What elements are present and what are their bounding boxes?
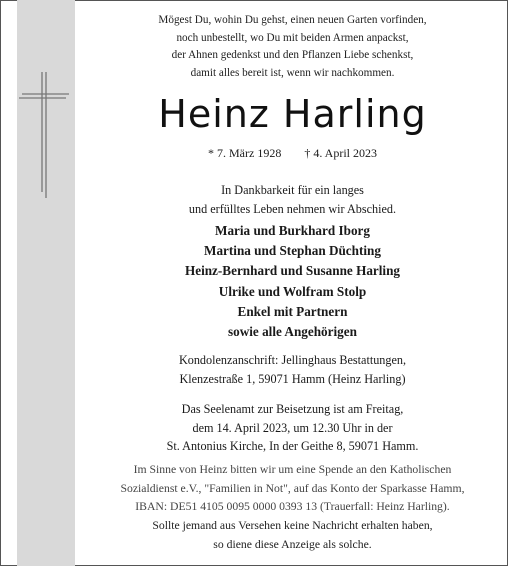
birth-date: * 7. März 1928 <box>208 146 282 160</box>
poem-line: damit alles bereit ist, wenn wir nachkommen. <box>190 66 395 79</box>
thanks-text <box>80 181 505 218</box>
cross-icon <box>19 72 69 198</box>
deceased-name: Heinz Harling <box>158 92 427 136</box>
donation-request <box>80 461 505 517</box>
closing-line: Sollte jemand aus Versehen keine Nachricht erhalten haben, <box>152 519 433 532</box>
donation-line: Im Sinne von Heinz bitten wir um eine Spende an den Katholischen <box>133 463 452 476</box>
poem-line: noch unbestellt, wo Du mit beiden Armen anpackst, <box>176 31 409 44</box>
poem <box>80 12 505 82</box>
family-member: Maria und Burkhard Iborg <box>215 223 370 238</box>
mass-line: St. Antonius Kirche, In der Geithe 8, 59071 Hamm. <box>166 439 419 453</box>
condolence-line: Klenzestraße 1, 59071 Hamm (Heinz Harling) <box>179 371 406 386</box>
family-member: Ulrike und Wolfram Stolp <box>218 283 367 299</box>
condolence-line: Kondolenzanschrift: Jellinghaus Bestattungen, <box>178 353 407 367</box>
mass-line: Das Seelenamt zur Beisetzung ist am Freitag, <box>181 402 404 416</box>
closing-note <box>80 517 505 554</box>
donation-line: Sozialdienst e.V., "Familien in Not", auf das Konto der Sparkasse Hamm, <box>120 481 465 495</box>
thanks-line: und erfülltes Leben nehmen wir Abschied. <box>188 201 397 216</box>
family-list <box>80 221 505 342</box>
poem-line: der Ahnen gedenkst und den Pflanzen Liebe schenkst, <box>171 49 414 62</box>
family-member: Martina und Stephan Düchting <box>204 243 381 259</box>
family-member: sowie alle Angehörigen <box>228 324 357 340</box>
closing-line: so diene diese Anzeige als solche. <box>213 537 372 551</box>
life-dates <box>80 146 505 161</box>
family-member: Heinz-Bernhard und Susanne Harling <box>184 263 401 279</box>
donation-line: IBAN: DE51 4105 0095 0000 0393 13 (Trauerfall: Heinz Harling). <box>135 500 450 513</box>
mass-line: dem 14. April 2023, um 12.30 Uhr in der <box>192 420 393 435</box>
thanks-line: In Dankbarkeit für ein langes <box>221 183 364 197</box>
poem-line: Mögest Du, wohin Du gehst, einen neuen Garten vorfinden, <box>158 14 427 26</box>
funeral-mass-info <box>80 400 505 456</box>
death-date: † 4. April 2023 <box>304 146 377 160</box>
condolence-address <box>80 351 505 388</box>
family-member: Enkel mit Partnern <box>237 303 348 319</box>
